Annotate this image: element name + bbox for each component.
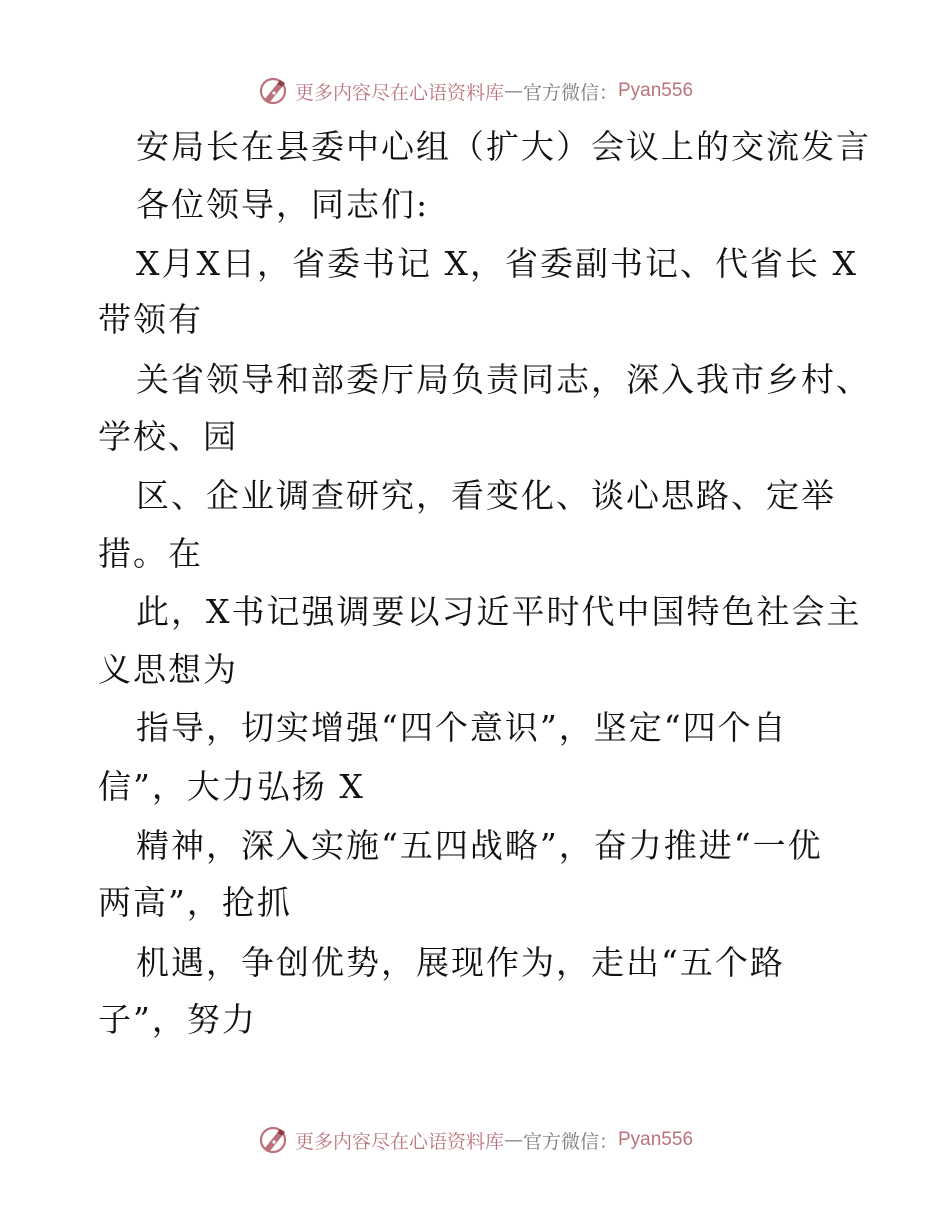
- watermark-official-label: 官方微信：: [522, 1130, 618, 1153]
- watermark-text: 更多内容尽在心语资料库: [294, 1130, 504, 1153]
- paragraph-line: 此，X书记强调要以习近平时代中国特色社会主: [136, 592, 862, 631]
- paragraph-line: 机遇，争创优势，展现作为，走出“五个路: [136, 943, 785, 982]
- salutation: 各位领导，同志们:: [136, 185, 430, 224]
- header-watermark: [0, 71, 950, 111]
- paragraph-line: 区、企业调查研究，看变化、谈心思路、定举: [136, 476, 836, 515]
- paragraph-line: 信”，大力弘扬 X: [98, 767, 365, 806]
- paragraph-line: 指导，切实增强“四个意识”，坚定“四个自: [136, 708, 788, 747]
- watermark-wechat-id: Pyan556: [618, 1129, 694, 1150]
- watermark-wechat-id: Pyan556: [618, 80, 694, 101]
- pen-nib-logo-icon: [257, 1124, 289, 1156]
- footer-watermark: [0, 1120, 950, 1160]
- paragraph-line: 措。在: [98, 534, 203, 573]
- paragraph-line: 义思想为: [98, 650, 238, 689]
- paragraph-line: X月X日，省委书记 X，省委副书记、代省长 X: [136, 244, 858, 283]
- paragraph-line: 学校、园: [98, 417, 238, 456]
- watermark-separator: —: [503, 80, 523, 102]
- paragraph-line: 两高”，抢抓: [98, 883, 292, 922]
- watermark-separator: —: [503, 1129, 523, 1151]
- paragraph-line: 关省领导和部委厅局负责同志，深入我市乡村、: [136, 360, 871, 399]
- paragraph-line: 带领有: [98, 300, 203, 339]
- paragraph-line: 子”，努力: [98, 1000, 257, 1039]
- pen-nib-logo-icon: [257, 75, 289, 107]
- watermark-official-label: 官方微信：: [522, 81, 618, 104]
- paragraph-line: 精神，深入实施“五四战略”，奋力推进“一优: [136, 826, 823, 865]
- watermark-text: 更多内容尽在心语资料库: [294, 81, 504, 104]
- document-title: 安局长在县委中心组（扩大）会议上的交流发言: [136, 127, 871, 166]
